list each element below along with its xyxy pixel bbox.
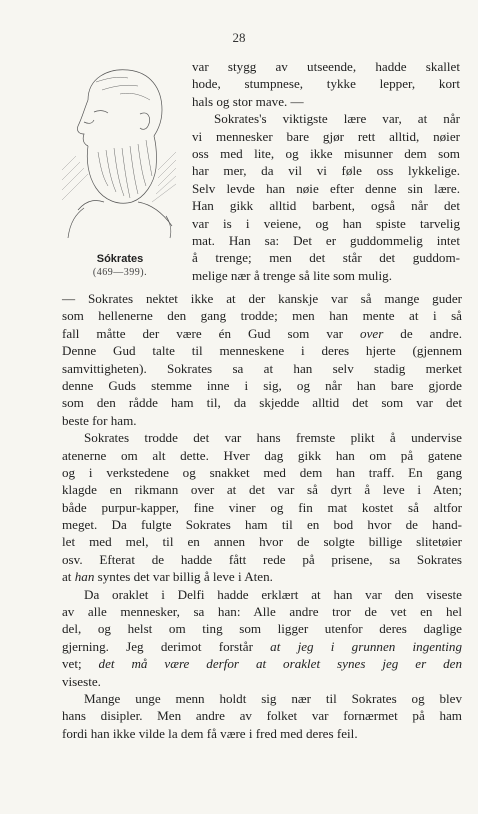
text-line: hode, stumpnese, tykke lepper, kort [192, 76, 460, 92]
text-line: hans disipler. Men andre av folket var fornærmet på ham [62, 708, 462, 724]
figure-caption-dates: (469—399). [92, 267, 148, 278]
figure-caption-name: Sókrates [96, 253, 144, 265]
text-line: Sokrates trodde det var hans fremste plikt å undervise [84, 430, 462, 446]
text-line: Da oraklet i Delfi hadde erklært at han var den viseste [84, 586, 462, 602]
text-line: Selv levde han nøie efter denne sin lære. [192, 180, 460, 196]
text-line: Sokrates's viktigste lære var, at når [214, 111, 460, 127]
text-line: beste for ham. [62, 412, 137, 428]
text-line: meget. Da fulgte Sokrates ham til en bod hvor de hand- [62, 517, 462, 533]
text-line: Han gikk alltid barbent, også når det [192, 198, 460, 214]
text-line: som den rådde ham til, da skjedde alltid det som var det [62, 395, 462, 411]
text-line: var stygg av utseende, hadde skallet [192, 59, 460, 74]
text-line: Mange unge menn holdt sig nær til Sokrates og blev [84, 690, 462, 706]
text-line: å trenge; men det står det guddom- [192, 250, 460, 266]
text-line: gjerning. Jeg derimot forstår at jeg i grunnen ingenting [62, 638, 462, 654]
text-line: — Sokrates nektet ikke at der kanskje var så mange guder [62, 291, 462, 306]
page-number: 28 [232, 30, 246, 45]
text-line: fall måtte der være én Gud som var over de andre. [62, 325, 462, 341]
text-line: av alle mennesker, sa han: Alle andre tror de vet en hel [62, 604, 462, 620]
text-line: både purpur-kapper, fine viner og fin mat kostet så altfor [62, 499, 462, 515]
text-line: del, og helst om ting som ligger utenfor deres daglige [62, 621, 462, 637]
text-line: samvittigheten). Sokrates sa at han selv stadig merket [62, 360, 462, 376]
text-line: osv. Efterat de hadde fått rede på prisene, sa Sokrates [62, 551, 462, 567]
text-line: har mer, da vil vi føle oss lykkelige. [192, 163, 460, 179]
text-line: hals og stor mave. — [192, 93, 304, 109]
text-line: klagde en rikmann over at det var så dyrt å leve i Aten; [62, 482, 462, 498]
text-line: oss med lite, og ikke misunner dem som [192, 145, 460, 161]
text-line: vet; det må være derfor at oraklet synes jeg er den [62, 656, 462, 672]
text-line: mat. Han sa: Det er guddommelig intet [192, 232, 460, 248]
text-line: denne Guds stemme inne i sig, og når han bare gjorde [62, 377, 462, 393]
text-line: atenerne om alt dette. Hver dag gikk han om på gatene [62, 447, 462, 463]
text-line: melige nær å trenge så lite som mulig. [192, 267, 392, 283]
text-line: let med mel, til en annen hvor de solgte billige slitetøier [62, 534, 462, 550]
text-line: som hellenerne den gang trodde; men han mente at i så [62, 308, 462, 324]
text-line: vi mennesker bare gjør rett alltid, nøier [192, 128, 460, 144]
text-line: Denne Gud talte til menneskene i deres hjerte (gjennem [62, 343, 462, 359]
text-line: fordi han ikke vilde la dem få være i fred med deres feil. [62, 725, 358, 741]
text-line: viseste. [62, 673, 101, 689]
text-line: at han syntes det var billig å leve i Aten. [62, 569, 273, 585]
side-text-column [192, 58, 460, 284]
text-line: var is i veiene, og han spiste tarvelig [192, 215, 460, 231]
socrates-portrait [58, 60, 180, 244]
main-text-block [62, 290, 462, 742]
text-line: og i verkstedene og snakket med dem han traff. En gang [62, 464, 462, 480]
